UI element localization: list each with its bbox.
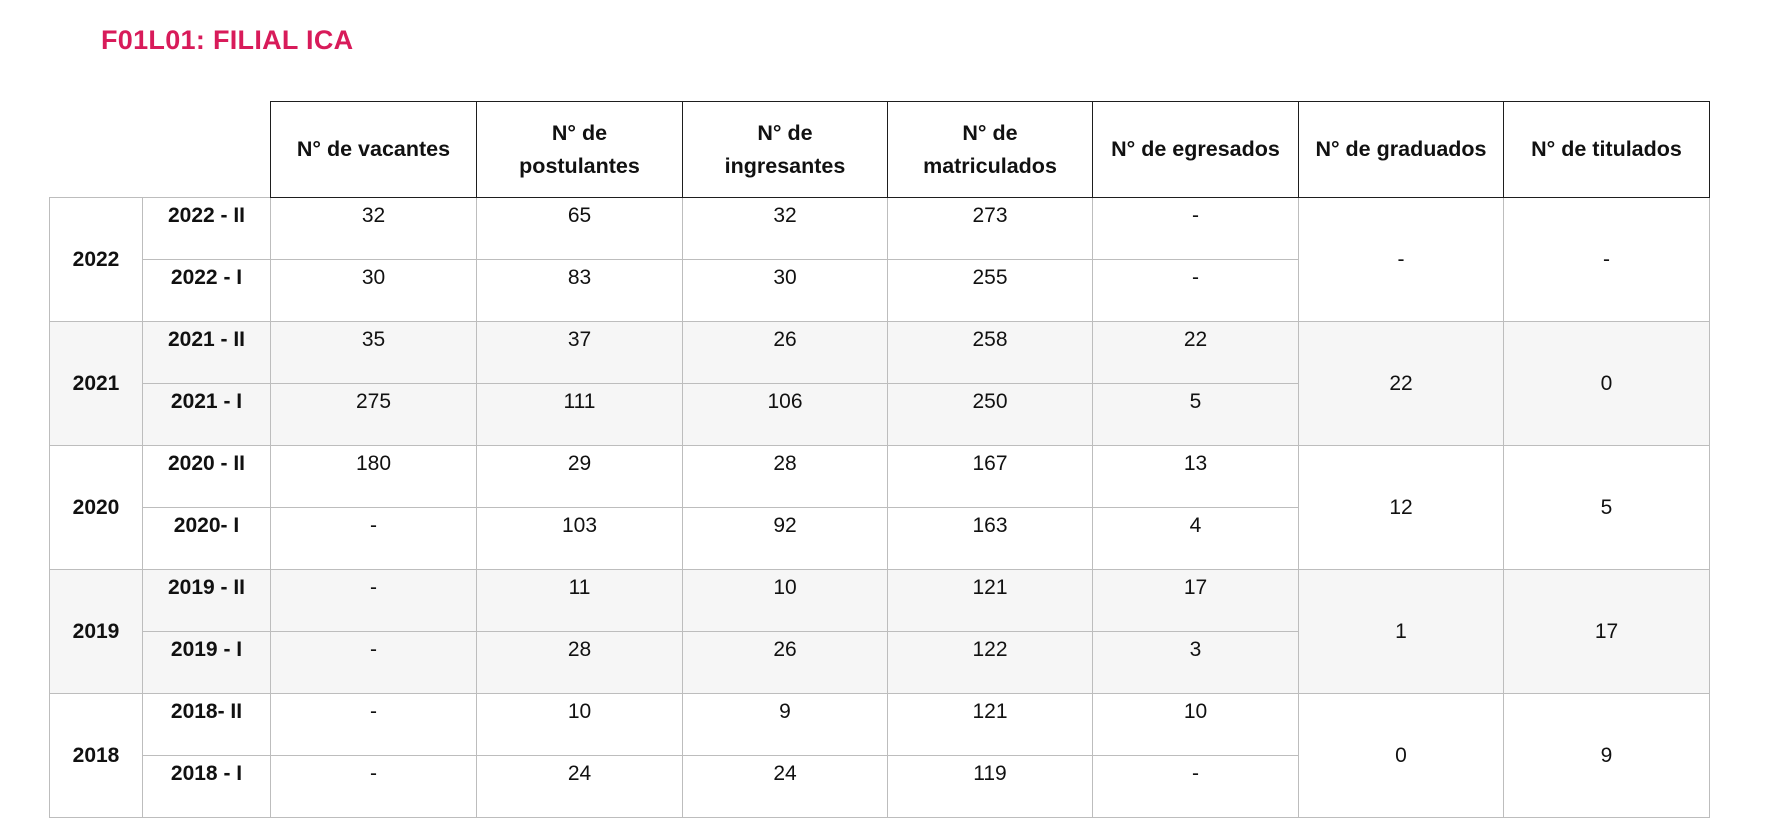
ingresantes-cell: 26 (683, 322, 888, 384)
postulantes-cell: 111 (477, 384, 683, 446)
vacantes-cell: - (271, 570, 477, 632)
vacantes-cell: - (271, 694, 477, 756)
header-vacantes (271, 102, 477, 198)
ingresantes-cell: 10 (683, 570, 888, 632)
period-cell: 2019 - II (143, 570, 271, 632)
egresados-cell: - (1093, 756, 1299, 818)
header-row (50, 102, 1710, 198)
matriculados-cell: 121 (888, 694, 1093, 756)
egresados-cell: 13 (1093, 446, 1299, 508)
year-cell: 2019 (50, 570, 143, 694)
header-label: N° de egresados (1111, 137, 1280, 161)
vacantes-cell: - (271, 756, 477, 818)
titulados-cell: 9 (1504, 694, 1710, 818)
period-cell: 2021 - II (143, 322, 271, 384)
period-cell: 2020 - II (143, 446, 271, 508)
period-cell: 2020- I (143, 508, 271, 570)
header-postulantes (477, 102, 683, 198)
ingresantes-cell: 32 (683, 198, 888, 260)
matriculados-cell: 258 (888, 322, 1093, 384)
postulantes-cell: 83 (477, 260, 683, 322)
year-cell: 2018 (50, 694, 143, 818)
period-cell: 2018 - I (143, 756, 271, 818)
period-cell: 2021 - I (143, 384, 271, 446)
data-table (49, 101, 1710, 818)
year-cell: 2021 (50, 322, 143, 446)
period-cell: 2018- II (143, 694, 271, 756)
postulantes-cell: 24 (477, 756, 683, 818)
egresados-cell: - (1093, 260, 1299, 322)
egresados-cell: 5 (1093, 384, 1299, 446)
header-egresados (1093, 102, 1299, 198)
matriculados-cell: 122 (888, 632, 1093, 694)
egresados-cell: 4 (1093, 508, 1299, 570)
header-label: N° de titulados (1531, 137, 1682, 161)
ingresantes-cell: 26 (683, 632, 888, 694)
titulados-cell: 17 (1504, 570, 1710, 694)
vacantes-cell: 180 (271, 446, 477, 508)
period-cell: 2022 - II (143, 198, 271, 260)
header-label: N° de vacantes (296, 137, 451, 161)
year-cell: 2020 (50, 446, 143, 570)
egresados-cell: 3 (1093, 632, 1299, 694)
graduados-cell: - (1299, 198, 1504, 322)
egresados-cell: 17 (1093, 570, 1299, 632)
ingresantes-cell: 24 (683, 756, 888, 818)
header-label: N° de matriculados (923, 120, 1057, 178)
header-corner (50, 102, 271, 198)
table-row (50, 198, 1710, 260)
graduados-cell: 1 (1299, 570, 1504, 694)
postulantes-cell: 10 (477, 694, 683, 756)
graduados-cell: 22 (1299, 322, 1504, 446)
ingresantes-cell: 106 (683, 384, 888, 446)
matriculados-cell: 163 (888, 508, 1093, 570)
header-titulados (1504, 102, 1710, 198)
titulados-cell: 0 (1504, 322, 1710, 446)
period-cell: 2022 - I (143, 260, 271, 322)
postulantes-cell: 11 (477, 570, 683, 632)
ingresantes-cell: 30 (683, 260, 888, 322)
matriculados-cell: 119 (888, 756, 1093, 818)
matriculados-cell: 121 (888, 570, 1093, 632)
graduados-cell: 12 (1299, 446, 1504, 570)
vacantes-cell: - (271, 508, 477, 570)
header-label: N° de graduados (1315, 137, 1487, 161)
table-row (50, 694, 1710, 756)
matriculados-cell: 255 (888, 260, 1093, 322)
header-graduados (1299, 102, 1504, 198)
page-title: F01L01: FILIAL ICA (101, 25, 354, 55)
period-cell: 2019 - I (143, 632, 271, 694)
matriculados-cell: 273 (888, 198, 1093, 260)
matriculados-cell: 167 (888, 446, 1093, 508)
postulantes-cell: 28 (477, 632, 683, 694)
header-matriculados (888, 102, 1093, 198)
titulados-cell: - (1504, 198, 1710, 322)
postulantes-cell: 65 (477, 198, 683, 260)
graduados-cell: 0 (1299, 694, 1504, 818)
table-row (50, 446, 1710, 508)
matriculados-cell: 250 (888, 384, 1093, 446)
egresados-cell: 22 (1093, 322, 1299, 384)
table-row (50, 570, 1710, 632)
ingresantes-cell: 28 (683, 446, 888, 508)
egresados-cell: 10 (1093, 694, 1299, 756)
postulantes-cell: 103 (477, 508, 683, 570)
header-label: N° de ingresantes (724, 120, 846, 178)
ingresantes-cell: 92 (683, 508, 888, 570)
header-label: N° de postulantes (519, 120, 640, 178)
ingresantes-cell: 9 (683, 694, 888, 756)
table-row (50, 322, 1710, 384)
postulantes-cell: 37 (477, 322, 683, 384)
vacantes-cell: 275 (271, 384, 477, 446)
vacantes-cell: 30 (271, 260, 477, 322)
vacantes-cell: 32 (271, 198, 477, 260)
titulados-cell: 5 (1504, 446, 1710, 570)
year-cell: 2022 (50, 198, 143, 322)
header-ingresantes (683, 102, 888, 198)
postulantes-cell: 29 (477, 446, 683, 508)
vacantes-cell: 35 (271, 322, 477, 384)
egresados-cell: - (1093, 198, 1299, 260)
vacantes-cell: - (271, 632, 477, 694)
